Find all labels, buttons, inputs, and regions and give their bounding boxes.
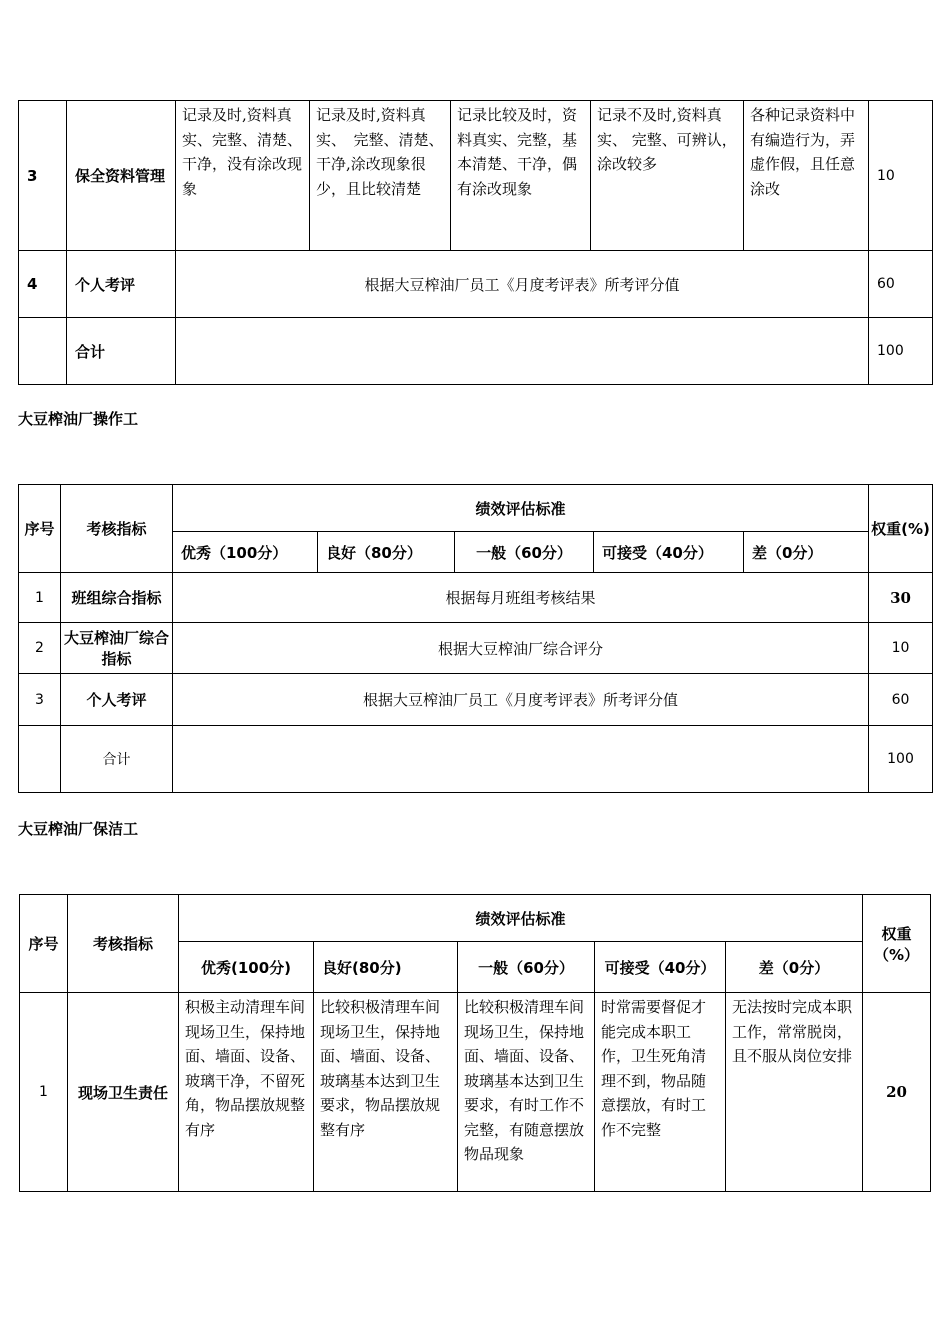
- indicator-cell: 现场卫生责任: [68, 993, 179, 1192]
- level-acceptable: 可接受（40分）: [594, 532, 744, 573]
- header-indicator: 考核指标: [68, 895, 179, 993]
- indicator-cell: 合计: [67, 318, 176, 385]
- header-weight: 权重（%）: [863, 895, 931, 993]
- weight-cell: 20: [863, 993, 931, 1192]
- row-number: [19, 318, 67, 385]
- level-excellent: 优秀（100分）: [173, 532, 318, 573]
- header-standard: 绩效评估标准: [173, 485, 869, 532]
- level-poor: 差（0分）: [744, 532, 869, 573]
- row-number: 1: [20, 993, 68, 1192]
- indicator-cell: 班组综合指标: [61, 573, 173, 623]
- acceptable-criteria: 时常需要督促才能完成本职工作，卫生死角清理不到，物品随意摆放，有时工作不完整: [595, 993, 726, 1192]
- indicator-cell: 合计: [61, 726, 173, 793]
- average-criteria: 比较积极清理车间现场卫生，保持地面、墙面、设备、玻璃基本达到卫生要求，有时工作不完整，有随意摆放物品现象: [458, 993, 595, 1192]
- table-maintenance-continued: [18, 100, 933, 385]
- level-excellent: 优秀(100分): [179, 942, 314, 993]
- table-operator: [18, 484, 933, 793]
- row-number: [19, 726, 61, 793]
- indicator-cell: 个人考评: [67, 251, 176, 318]
- row-number: 2: [19, 623, 61, 674]
- table-row: [19, 674, 933, 726]
- table-row: [20, 993, 931, 1192]
- table-row: [19, 318, 933, 385]
- weight-cell: 100: [869, 318, 933, 385]
- weight-cell: 100: [869, 726, 933, 793]
- excellent-criteria: 记录及时,资料真实、完整、清楚、干净，没有涂改现象: [176, 101, 310, 251]
- good-criteria: 记录及时,资料真实、 完整、清楚、干净,涂改现象很少，且比较清楚: [310, 101, 451, 251]
- row-number: 3: [19, 101, 67, 251]
- weight-cell: 60: [869, 674, 933, 726]
- indicator-cell: 大豆榨油厂综合指标: [61, 623, 173, 674]
- level-good: 良好（80分）: [318, 532, 455, 573]
- row-number: 1: [19, 573, 61, 623]
- table-row: [19, 573, 933, 623]
- level-poor: 差（0分）: [726, 942, 863, 993]
- standard-cell: 根据大豆榨油厂员工《月度考评表》所考评分值: [173, 674, 869, 726]
- level-good: 良好(80分): [314, 942, 458, 993]
- level-acceptable: 可接受（40分）: [595, 942, 726, 993]
- header-row: [19, 485, 933, 532]
- excellent-criteria: 积极主动清理车间现场卫生，保持地面、墙面、设备、玻璃干净，不留死角，物品摆放规整有序: [179, 993, 314, 1192]
- weight-cell: 10: [869, 101, 933, 251]
- standard-cell: 根据每月班组考核结果: [173, 573, 869, 623]
- table-cleaner: [19, 894, 931, 1192]
- row-number: 3: [19, 674, 61, 726]
- good-criteria: 比较积极清理车间现场卫生，保持地面、墙面、设备、玻璃基本达到卫生要求，物品摆放规整有序: [314, 993, 458, 1192]
- table-row: [19, 251, 933, 318]
- standard-cell: 根据大豆榨油厂综合评分: [173, 623, 869, 674]
- poor-criteria: 无法按时完成本职工作，常常脱岗，且不服从岗位安排: [726, 993, 863, 1192]
- weight-cell: 10: [869, 623, 933, 674]
- average-criteria: 记录比较及时，资料真实、完整，基本清楚、干净，偶有涂改现象: [451, 101, 591, 251]
- acceptable-criteria: 记录不及时,资料真实、 完整、可辨认，涂改较多: [591, 101, 744, 251]
- standard-cell: [173, 726, 869, 793]
- weight-cell: 60: [869, 251, 933, 318]
- weight-cell: 30: [869, 573, 933, 623]
- indicator-cell: 个人考评: [61, 674, 173, 726]
- header-indicator: 考核指标: [61, 485, 173, 573]
- poor-criteria: 各种记录资料中有编造行为，弄虚作假，且任意涂改: [744, 101, 869, 251]
- header-no: 序号: [20, 895, 68, 993]
- table-row: [19, 623, 933, 674]
- section-title-operator: 大豆榨油厂操作工: [18, 410, 139, 428]
- indicator-cell: 保全资料管理: [67, 101, 176, 251]
- level-average: 一般（60分）: [458, 942, 595, 993]
- section-title-cleaner: 大豆榨油厂保洁工: [18, 820, 139, 838]
- table-row: [19, 101, 933, 251]
- header-standard: 绩效评估标准: [179, 895, 863, 942]
- header-no: 序号: [19, 485, 61, 573]
- header-row: [20, 895, 931, 942]
- standard-cell: 根据大豆榨油厂员工《月度考评表》所考评分值: [176, 251, 869, 318]
- level-average: 一般（60分）: [455, 532, 594, 573]
- header-weight: 权重(%): [869, 485, 933, 573]
- row-number: 4: [19, 251, 67, 318]
- table-row: [19, 726, 933, 793]
- standard-cell: [176, 318, 869, 385]
